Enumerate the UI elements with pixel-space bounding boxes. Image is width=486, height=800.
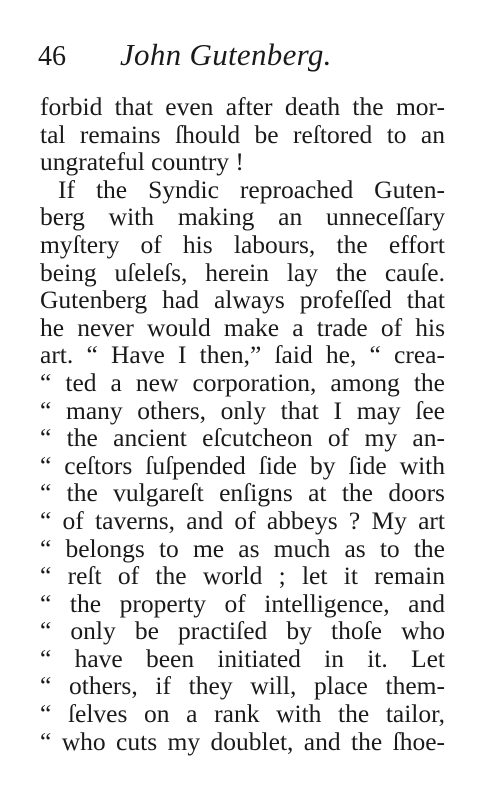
- text-line: “ ſelves on a rank with the tailor,: [40, 699, 445, 729]
- text-line: “ only be practiſed by thoſe who: [40, 616, 445, 646]
- body-text: [40, 93, 445, 755]
- text-line: Gutenberg had always profeſſed that: [40, 285, 445, 315]
- text-line: “ others, if they will, place them-: [40, 671, 445, 701]
- text-line: “ ceſtors ſuſpended ſide by ſide with: [40, 450, 445, 480]
- text-line: “ of taverns, and of abbeys ? My art: [40, 505, 445, 535]
- text-line: “ who cuts my doublet, and the ſhoe-: [40, 726, 445, 756]
- page-number: 46: [38, 41, 66, 72]
- text-line: art. “ Have I then,” ſaid he, “ crea-: [40, 340, 445, 370]
- text-line: “ belongs to me as much as to the: [40, 533, 445, 563]
- text-line: “ have been initiated in it. Let: [40, 643, 445, 673]
- page-header: [38, 30, 458, 80]
- text-line: he never would make a trade of his: [40, 312, 445, 342]
- text-line: “ reſt of the world ; let it remain: [40, 561, 445, 591]
- text-line: berg with making an unneceſſary: [40, 202, 445, 232]
- text-line: “ ted a new corporation, among the: [40, 367, 445, 397]
- text-line: myſtery of his labours, the effort: [40, 229, 445, 259]
- text-line: forbid that even after death the mor-: [40, 92, 445, 121]
- running-title: John Gutenberg.: [120, 37, 332, 72]
- text-line: “ many others, only that I may ſee: [40, 395, 445, 425]
- text-line: “ the ancient eſcutcheon of my an-: [40, 423, 445, 453]
- text-line: “ the property of intelligence, and: [40, 588, 445, 618]
- text-line: If the Syndic reproached Guten-: [58, 174, 445, 204]
- text-line: tal remains ſhould be reſtored to an: [40, 119, 445, 149]
- text-line: being uſeleſs, herein lay the cauſe.: [40, 257, 445, 287]
- text-line: ungrateful country !: [40, 147, 244, 177]
- text-line: “ the vulgareſt enſigns at the doors: [40, 478, 445, 508]
